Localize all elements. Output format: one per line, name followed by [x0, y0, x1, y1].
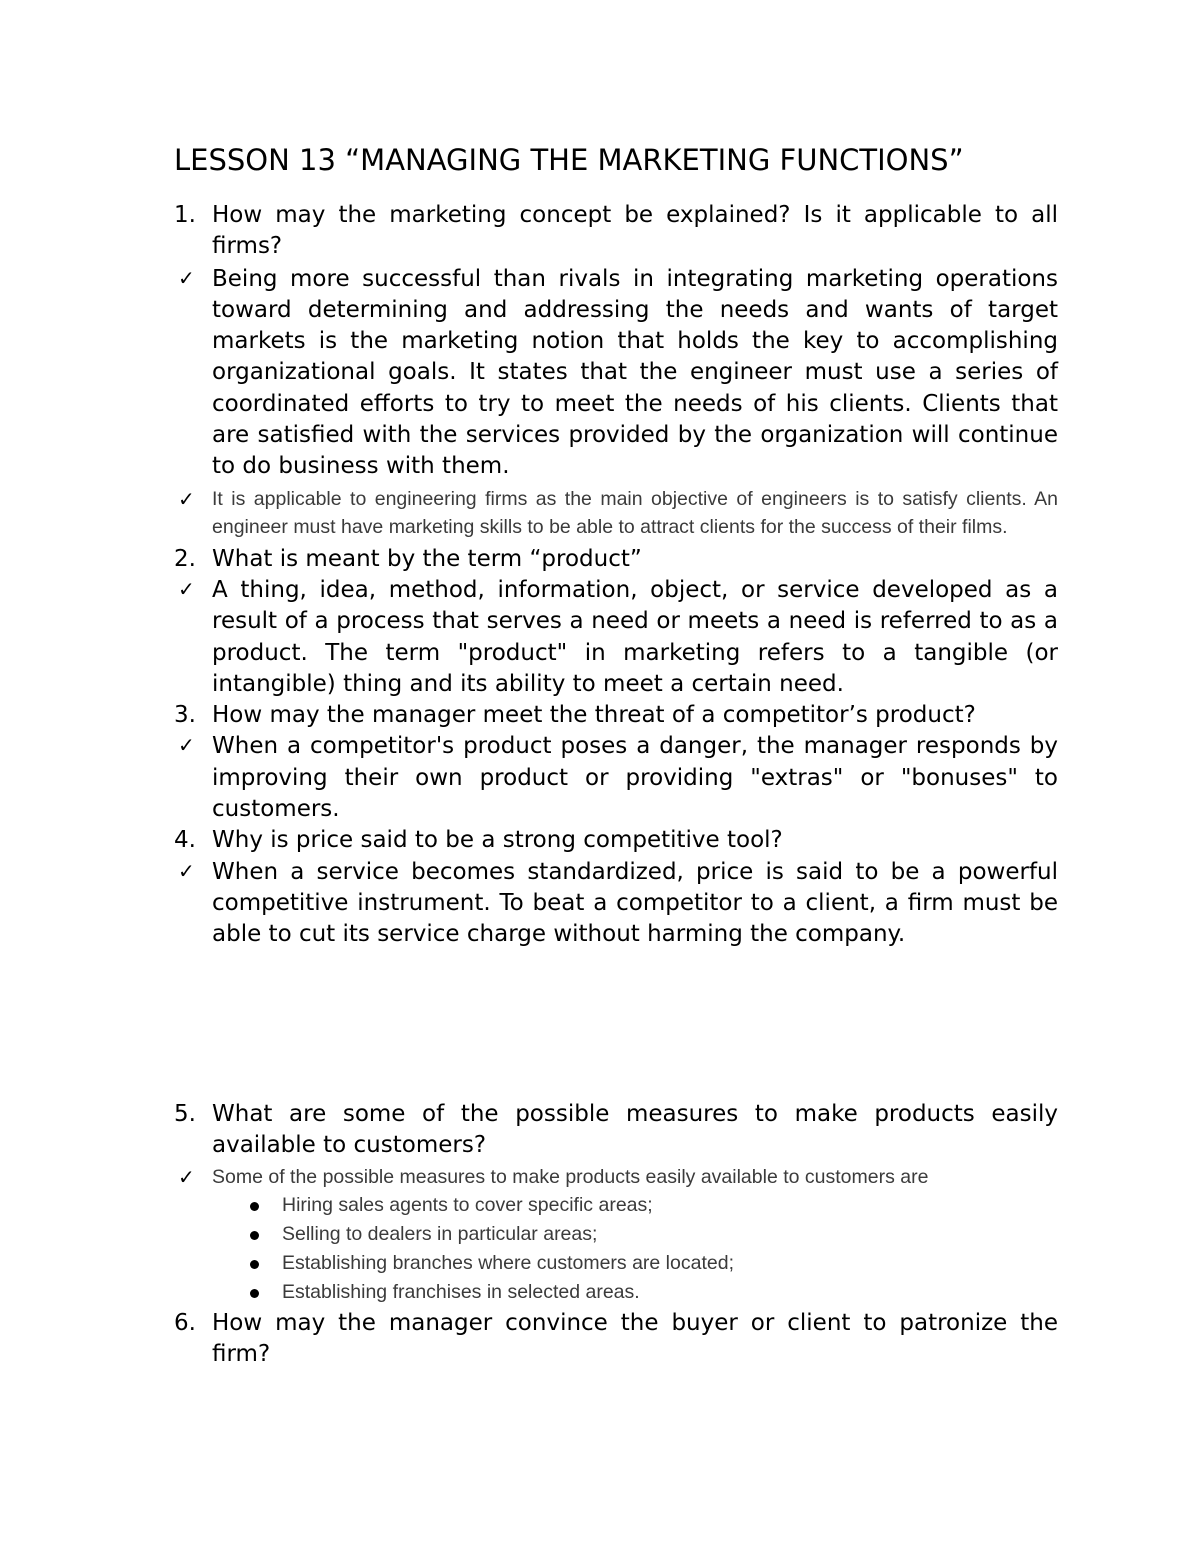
answer-5 [174, 1163, 1058, 1192]
question-number: 6. [174, 1310, 196, 1337]
question-1 [174, 200, 1058, 263]
checkmark-icon: ✓ [178, 576, 195, 601]
bullet-icon [250, 1289, 259, 1298]
list-item-text: Establishing franchises in selected areas. [282, 1281, 640, 1304]
question-number: 1. [174, 202, 196, 228]
list-item-text: Establishing branches where customers are located; [282, 1252, 734, 1275]
list-item [282, 1278, 1058, 1307]
question-3 [174, 700, 1058, 731]
question-number: 3. [174, 702, 196, 729]
question-text: How may the manager meet the threat of a competitor’s product? [212, 702, 976, 729]
question-5 [174, 1099, 1058, 1162]
answer-4 [174, 857, 1058, 951]
question-text: Why is price said to be a strong competitive tool? [212, 827, 783, 854]
checkmark-icon: ✓ [178, 858, 195, 883]
list-item [282, 1220, 1058, 1249]
question-4 [174, 825, 1058, 856]
checkmark-icon: ✓ [178, 265, 195, 290]
answer-text: Some of the possible measures to make products easily available to customers are [212, 1165, 929, 1188]
checkmark-icon: ✓ [178, 486, 195, 511]
question-text: What are some of the possible measures to make products easily available to customers? [212, 1101, 1058, 1159]
answer-text: A thing, idea, method, information, object, or service developed as a result of a process that serves a need or meets a need is referred to as a product. The term "product" in marketing refers to a tangible (or intangible) thing and its ability to meet a certain need. [212, 576, 1058, 697]
answer-2 [174, 575, 1058, 700]
list-item-text: Hiring sales agents to cover specific areas; [282, 1194, 653, 1217]
list-item-text: Selling to dealers in particular areas; [282, 1223, 598, 1246]
question-text: How may the marketing concept be explained? Is it applicable to all firms? [212, 202, 1058, 260]
list-item [282, 1249, 1058, 1278]
bullet-icon [250, 1231, 259, 1240]
qa-section-2 [174, 1099, 1058, 1371]
question-6 [174, 1308, 1058, 1371]
answer-3 [174, 731, 1058, 825]
answer-text: When a service becomes standardized, price is said to be a powerful competitive instrument. To beat a competitor to a client, a firm must be able to cut its service charge without harming the company. [212, 858, 1058, 948]
qa-section-1 [174, 200, 1058, 951]
question-2 [174, 544, 1058, 575]
list-item [282, 1191, 1058, 1220]
measures-list [174, 1191, 1058, 1307]
bullet-icon [250, 1202, 259, 1211]
question-number: 2. [174, 545, 196, 572]
checkmark-icon: ✓ [178, 733, 195, 758]
answer-text: Being more successful than rivals in integrating marketing operations toward determining and addressing the needs and wants of target markets is the marketing notion that holds the key to accomplishing organizational goals. It states that the engineer must use a series of coordinated efforts to try to meet the needs of his clients. Clients that are satisfied with the services provided by the organization will continue to do business with them. [212, 265, 1058, 480]
question-number: 4. [174, 827, 196, 854]
answer-text: It is applicable to engineering firms as the main objective of engineers is to satisfy clients. An engineer must have marketing skills to be able to attract clients for the success of their films. [212, 487, 1058, 539]
answer-1a [174, 264, 1058, 483]
lesson-title: LESSON 13 “MANAGING THE MARKETING FUNCTIONS” [174, 143, 964, 177]
checkmark-icon: ✓ [178, 1164, 195, 1189]
question-text: How may the manager convince the buyer or client to patronize the firm? [212, 1310, 1058, 1368]
answer-text: When a competitor's product poses a danger, the manager responds by improving their own product or providing "extras" or "bonuses" to customers. [212, 733, 1058, 823]
question-text: What is meant by the term “product” [212, 545, 642, 572]
answer-1b [174, 485, 1058, 542]
bullet-icon [250, 1260, 259, 1269]
question-number: 5. [174, 1101, 196, 1127]
